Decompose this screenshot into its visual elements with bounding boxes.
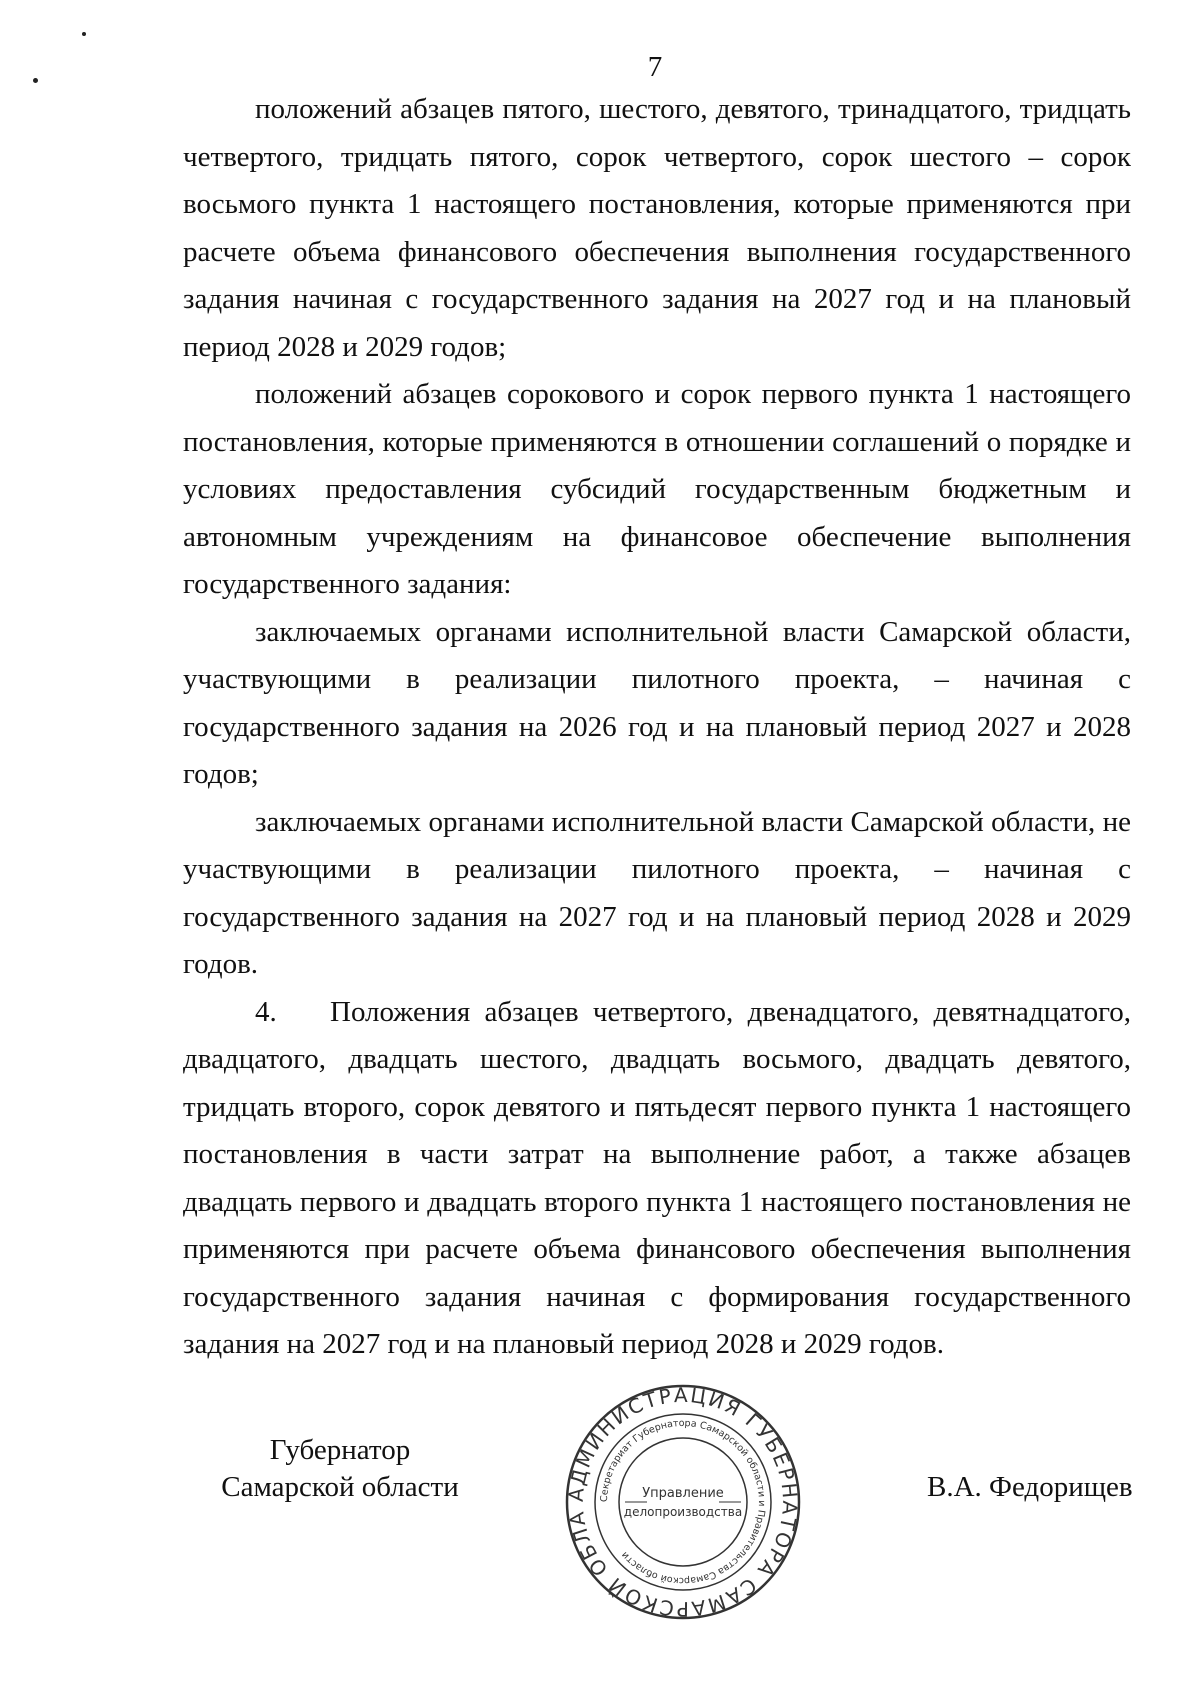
stamp-inner-text: Секретариат Губернатора Самарской области и Правительства Самарской области xyxy=(598,1417,768,1587)
scan-speck xyxy=(82,32,86,36)
signature-title-line1: Губернатор xyxy=(269,1434,411,1466)
official-stamp xyxy=(563,1382,803,1622)
stamp-seal-icon xyxy=(563,1382,803,1622)
paragraph: заключаемых органами исполнительной власти Самарской области, не участвующими в реализации пилотного проекта, – начиная с государственного задания на 2027 год и на плановый период 2028 и 2029 годов. xyxy=(183,805,1131,980)
stamp-center-line2: делопроизводства xyxy=(623,1505,743,1519)
paragraph-number: 4. xyxy=(255,995,277,1028)
signature-name: В.А. Федорищев xyxy=(927,1471,1133,1503)
svg-text:Секретариат Губернатора Самарс xyxy=(599,1418,767,1586)
paragraph: заключаемых органами исполнительной власти Самарской области, участвующими в реализации пилотного проекта, – начиная с государственного задания на 2026 год и на плановый период 2027 и 2028 годов; xyxy=(183,615,1131,790)
signature-title xyxy=(220,1432,460,1506)
numbered-paragraph xyxy=(183,989,1131,1369)
page-number: 7 xyxy=(647,51,663,83)
document-body xyxy=(183,86,1131,1369)
paragraph: положений абзацев сорокового и сорок первого пункта 1 настоящего постановления, которые применяются в отношении соглашений о порядке и условиях предоставления субсидий государственным бюджетным и автономным учреждениям на финансовое обеспечение выполнения государственного задания: xyxy=(183,378,1131,600)
scan-speck xyxy=(33,78,38,83)
stamp-center-line1: Управление xyxy=(642,1486,724,1501)
stamp-outer-text: АДМИНИСТРАЦИЯ ГУБЕРНАТОРА САМАРСКОЙ ОБЛА xyxy=(563,1382,803,1622)
signature-title-line2: Самарской области xyxy=(221,1471,459,1503)
paragraph: положений абзацев пятого, шестого, девятого, тринадцатого, тридцать четвертого, тридцать пятого, сорок четвертого, сорок шестого – сорок восьмого пункта 1 настоящего постановления, которые применяются при расчете объема финансового обеспечения выполнения государственного задания начиная с государственного задания на 2027 год и на плановый период 2028 и 2029 годов; xyxy=(183,93,1131,363)
numbered-paragraph-text: Положения абзацев четвертого, двенадцатого, девятнадцатого, двадцатого, двадцать шестого, двадцать восьмого, двадцать девятого, тридцать второго, сорок девятого и пятьдесят первого пункта 1 настоящего постановления в части затрат на выполнение работ, а также абзацев двадцать первого и двадцать второго пункта 1 настоящего постановления не применяются при расчете объема финансового обеспечения выполнения государственного задания начиная с формирования государственного задания на 2027 год и на плановый период 2028 и 2029 годов. xyxy=(183,995,1131,1360)
